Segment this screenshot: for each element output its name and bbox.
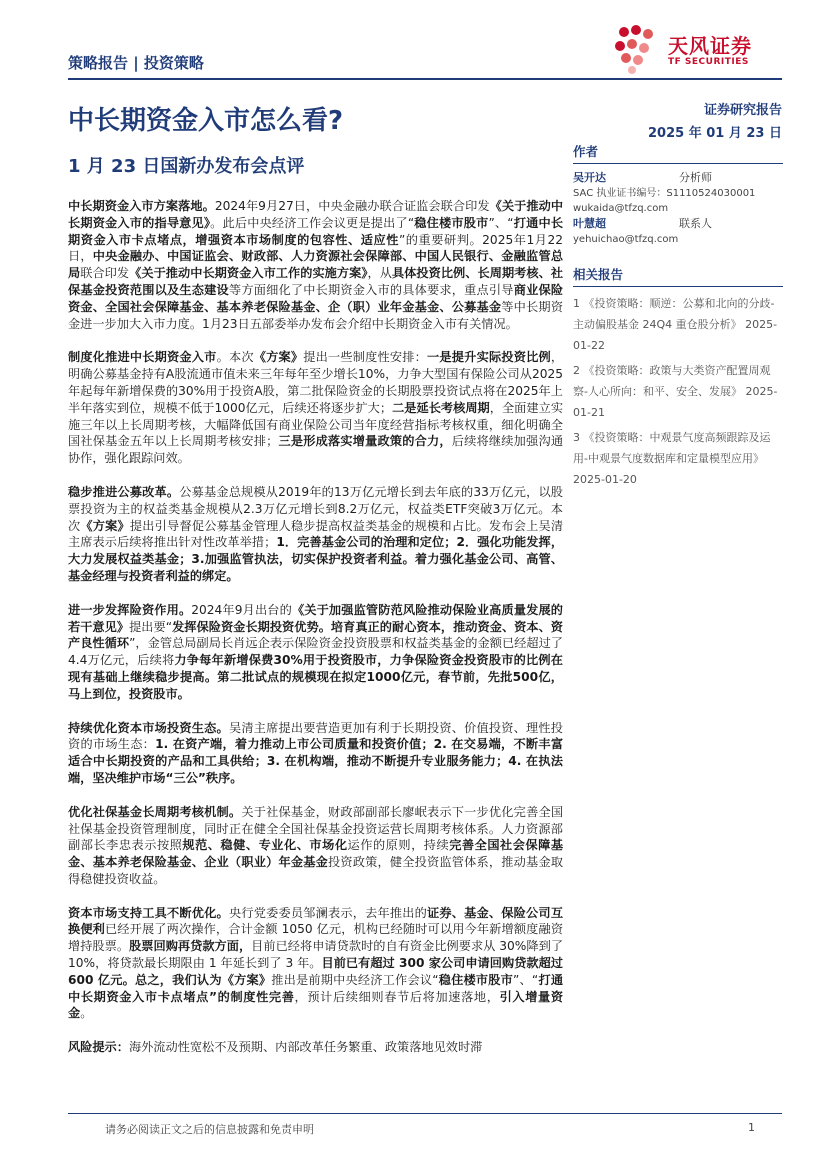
- bold-text: 引入增量资金: [68, 989, 564, 1021]
- author-row: [573, 216, 783, 232]
- bold-text: 进一步发挥险资作用。: [68, 602, 192, 617]
- bold-text: 完善全国社会保障基金、基本养老保险基金、企业（职业）年金基金: [68, 838, 564, 870]
- body-text: 投资政策，健全投资监管体系，推动基金取得稳健投资收益。: [68, 855, 564, 886]
- body-text: ”，金管总局副局长肖远企表示保险资金投资股票和权益类基金的金额已经超过了4.4万亿元，后续将: [68, 636, 563, 668]
- bold-text: 商业保险资金、全国社会保障基金、基本养老保险基金、企（职）业年金基金、公募基金: [68, 282, 564, 314]
- bold-text: 《关于加强监管防范风险推动保险业高质量发展的若干意见》: [68, 602, 563, 634]
- bold-text: 发挥保险资金长期投资优势。培育真正的耐心资本，推动资金、资本、资产良性循环: [68, 619, 563, 651]
- bold-text: 《方案》: [80, 518, 130, 533]
- author-list: [573, 170, 783, 247]
- body-text: 。: [80, 1006, 93, 1021]
- bold-text: 持续优化资本市场投资生态。: [68, 720, 229, 735]
- bold-text: 优化社保基金长周期考核机制。: [68, 804, 242, 819]
- bold-text: 股票回购再贷款方面，: [129, 939, 252, 954]
- bold-text: 三是形成落实增量政策的合力，: [278, 434, 452, 449]
- report-body: [68, 198, 563, 1073]
- bold-text: 1. 在资产端，着力推动上市公司质量和投资价值；2. 在交易端，不断丰富适合中长期投资的产品和工具供给；3. 在机构端，推动不断提升专业服务能力；4. 在执法端，坚决维护市场“三公”秩序。: [68, 737, 564, 785]
- bold-text: 制度化推进中长期资金入市: [68, 350, 217, 365]
- bold-text: 稳住楼市股市: [414, 215, 489, 230]
- bold-text: 证券、基金、保险公司互换便利: [68, 905, 564, 937]
- body-text: 目前已经将申请贷款时的自有资金比例要求从 30%降到了 10%，将贷款最长期限由 1 年延长到了 3 年。: [68, 939, 564, 971]
- body-text: 吴清主席提出要营造更加有利于长期投资、价值投资、理性投资的市场生态：: [68, 720, 563, 752]
- body-text: 关于社保基金，财政部副部长廖岷表示下一步优化完善全国社保基金投资管理制度，同时正在健全全国社保基金投资运营长周期考核体系。人力资源部副部长李忠表示按照: [68, 804, 564, 853]
- bold-text: 规范、稳健、专业化、市场化: [182, 838, 348, 853]
- body-text: ，预计后续细则春节后将加速落地，: [294, 989, 500, 1004]
- body-paragraph: [68, 484, 563, 585]
- body-paragraph: [68, 905, 563, 1023]
- bold-text: 《方案》: [253, 350, 304, 365]
- body-text: 海外流动性宽松不及预期、内部改革任务繁重、政策落地见效时滞: [128, 1040, 483, 1055]
- body-text: 等中长期资金进一步加大入市力度。1月23日五部委举办发布会介绍中长期资金入市有关情况。: [68, 299, 564, 331]
- bold-text: 打通中长期资金入市卡点堵点: [68, 972, 564, 1004]
- related-heading: 相关报告: [573, 265, 783, 287]
- body-text: 2024年9月出台的: [191, 602, 292, 617]
- body-text: 公募基金总规模从2019年的13万亿元增长到去年底的33万亿元，以股票投资为主的权益类基金规模从2.3万亿元增长到8.2万亿元，权益类ETF突破3万亿元。本次: [68, 484, 563, 533]
- body-text: 等方面细化了中长期资金入市的具体要求，重点引导: [228, 282, 514, 297]
- body-text: ，从: [367, 266, 392, 281]
- author-name: 吴开达: [573, 171, 606, 184]
- bold-text: 一是提升实际投资比例: [427, 350, 551, 365]
- body-text: 。本次: [216, 350, 254, 365]
- header-divider: [68, 78, 782, 80]
- author-meta: SAC 执业证书编号：S1110524030001: [573, 188, 756, 199]
- body-text: 联合印发: [80, 266, 130, 281]
- related-report-item[interactable]: 1 《投资策略：顺逆：公募和北向的分歧-主动偏股基金 24Q4 重仓股分析》 2025-01-22: [573, 297, 778, 352]
- bold-text: 稳住楼市股市: [438, 972, 514, 987]
- author-row: [573, 170, 783, 186]
- body-text: 提出一些制度性安排：: [303, 350, 428, 365]
- body-text: 后续将继续加强沟通协作，强化跟踪问效。: [68, 434, 564, 466]
- body-text: 央行党委委员邹澜表示，去年推出的: [228, 905, 428, 920]
- report-type: 证券研究报告: [703, 103, 782, 118]
- body-text: ”、“: [488, 215, 514, 230]
- body-text: 推出是前期中央经济工作会议“: [271, 972, 439, 987]
- footer-disclaimer: 请务必阅读正文之后的信息披露和免责申明: [105, 1123, 314, 1136]
- bold-text: 中长期资金入市方案落地。: [68, 199, 215, 213]
- report-date: 2025 年 01 月 23 日: [648, 126, 782, 141]
- bold-text: 《关于推动中长期资金入市的指导意见》: [68, 199, 564, 230]
- body-text: 2024年9月27日，中央金融办联合证监会联合印发: [214, 199, 490, 213]
- bold-text: 中央金融办、中国证监会、财政部、人力资源社会保障部、中国人民银行、金融监管总局: [68, 249, 564, 281]
- body-text: 提出引导督促公募基金管理人稳步提高权益类基金的规模和占比。发布会上吴清主席表示后续将推出针对性改革举措；: [68, 518, 564, 550]
- bold-text: 稳步推进公募改革。: [68, 484, 180, 499]
- body-paragraph: [68, 198, 563, 332]
- related-report-item[interactable]: 3 《投资策略：中观景气度高频跟踪及运用-中观景气度数据库和定量模型应用》 2025-01-20: [573, 431, 771, 486]
- body-text: 运作的原则，持续: [347, 838, 450, 853]
- report-category: 策略报告 | 投资策略: [68, 54, 204, 72]
- body-text: ，全面建立实施三年以上长周期考核，大幅降低国有商业保险公司当年度经营指标考核权重，细化明确全国社保基金五年以上长周期考核安排；: [68, 400, 564, 449]
- body-paragraph: [68, 349, 563, 467]
- author-role: 分析师: [679, 171, 712, 184]
- footer-divider: [68, 1113, 782, 1114]
- body-text: 已经开展了两次操作，合计金额 1050 亿元，机构已经随时可以用今年新增额度融资增持股票。: [68, 922, 564, 954]
- body-paragraph: [68, 1039, 563, 1056]
- body-paragraph: [68, 602, 563, 703]
- bold-text: 二是延长考核周期: [392, 400, 490, 415]
- author-role: 联系人: [679, 217, 712, 230]
- bold-text: 1．完善基金公司的治理和定位；2．强化功能发挥，大力发展权益类基金；3.加强监管执法，切实保护投资者利益。着力强化基金公司、高管、基金经理与投资者利益的绑定。: [68, 535, 564, 583]
- body-paragraph: [68, 720, 563, 787]
- body-text: ”的重要研判。2025年1月22日，: [68, 232, 564, 264]
- author-heading: 作者: [573, 142, 783, 164]
- body-paragraph: [68, 804, 563, 888]
- bold-text: 打通中长期资金入市卡点堵点，增强资本市场制度的包容性、适应性: [68, 215, 564, 247]
- body-text: ，明确公募基金持有A股流通市值未来三年每年至少增长10%，力争大型国有保险公司从2025年起每年新增保费的30%用于投资A股，第二批保险资金的长期股票投资试点将在2025年上半年落实到位，规模不低于1000亿元，后续还将逐步扩大；: [68, 350, 564, 415]
- body-text: ”、“: [513, 972, 539, 987]
- author-meta[interactable]: wukaida@tfzq.com: [573, 203, 669, 214]
- bold-text: 目前已有超过 300 家公司申请回购贷款超过 600 亿元。总之，我们认为《方案》: [68, 956, 563, 987]
- page-number: 1: [748, 1121, 755, 1134]
- bold-text: 风险提示：: [68, 1040, 129, 1055]
- bold-text: ”的制度性完善: [208, 989, 295, 1004]
- page-subtitle: 1 月 23 日国新办发布会点评: [68, 156, 305, 177]
- bold-text: 《关于推动中长期资金入市工作的实施方案》: [129, 266, 368, 281]
- page-title: 中长期资金入市怎么看?: [68, 106, 344, 136]
- bold-text: 力争每年新增保费30%用于投资股市，力争保险资金投资股市的比例在现有基础上继续稳步提高。第二批试点的规模现在拟定1000亿元，春节前，先批500亿，马上到位，投资股市。: [68, 653, 563, 701]
- bold-text: 资本市场支持工具不断优化。: [68, 905, 229, 920]
- sidebar: [573, 142, 783, 494]
- related-report-list: [573, 293, 783, 490]
- bold-text: 具体投资比例、长周期考核、社保基金投资范围以及生态建设: [68, 266, 564, 297]
- body-text: 。此后中央经济工作会议更是提出了“: [210, 215, 415, 230]
- author-meta[interactable]: yehuichao@tfzq.com: [573, 234, 679, 245]
- related-report-item[interactable]: 2 《投资策略：政策与大类资产配置周观察-人心所向：和平、安全、发展》 2025-01-21: [573, 364, 778, 419]
- logo-name: 天风证券: [668, 34, 752, 58]
- logo-subtitle: TF SECURITIES: [668, 57, 749, 67]
- body-text: 提出要“: [129, 619, 173, 634]
- author-name: 叶慧超: [573, 217, 606, 230]
- logo-mark-icon: [610, 22, 666, 78]
